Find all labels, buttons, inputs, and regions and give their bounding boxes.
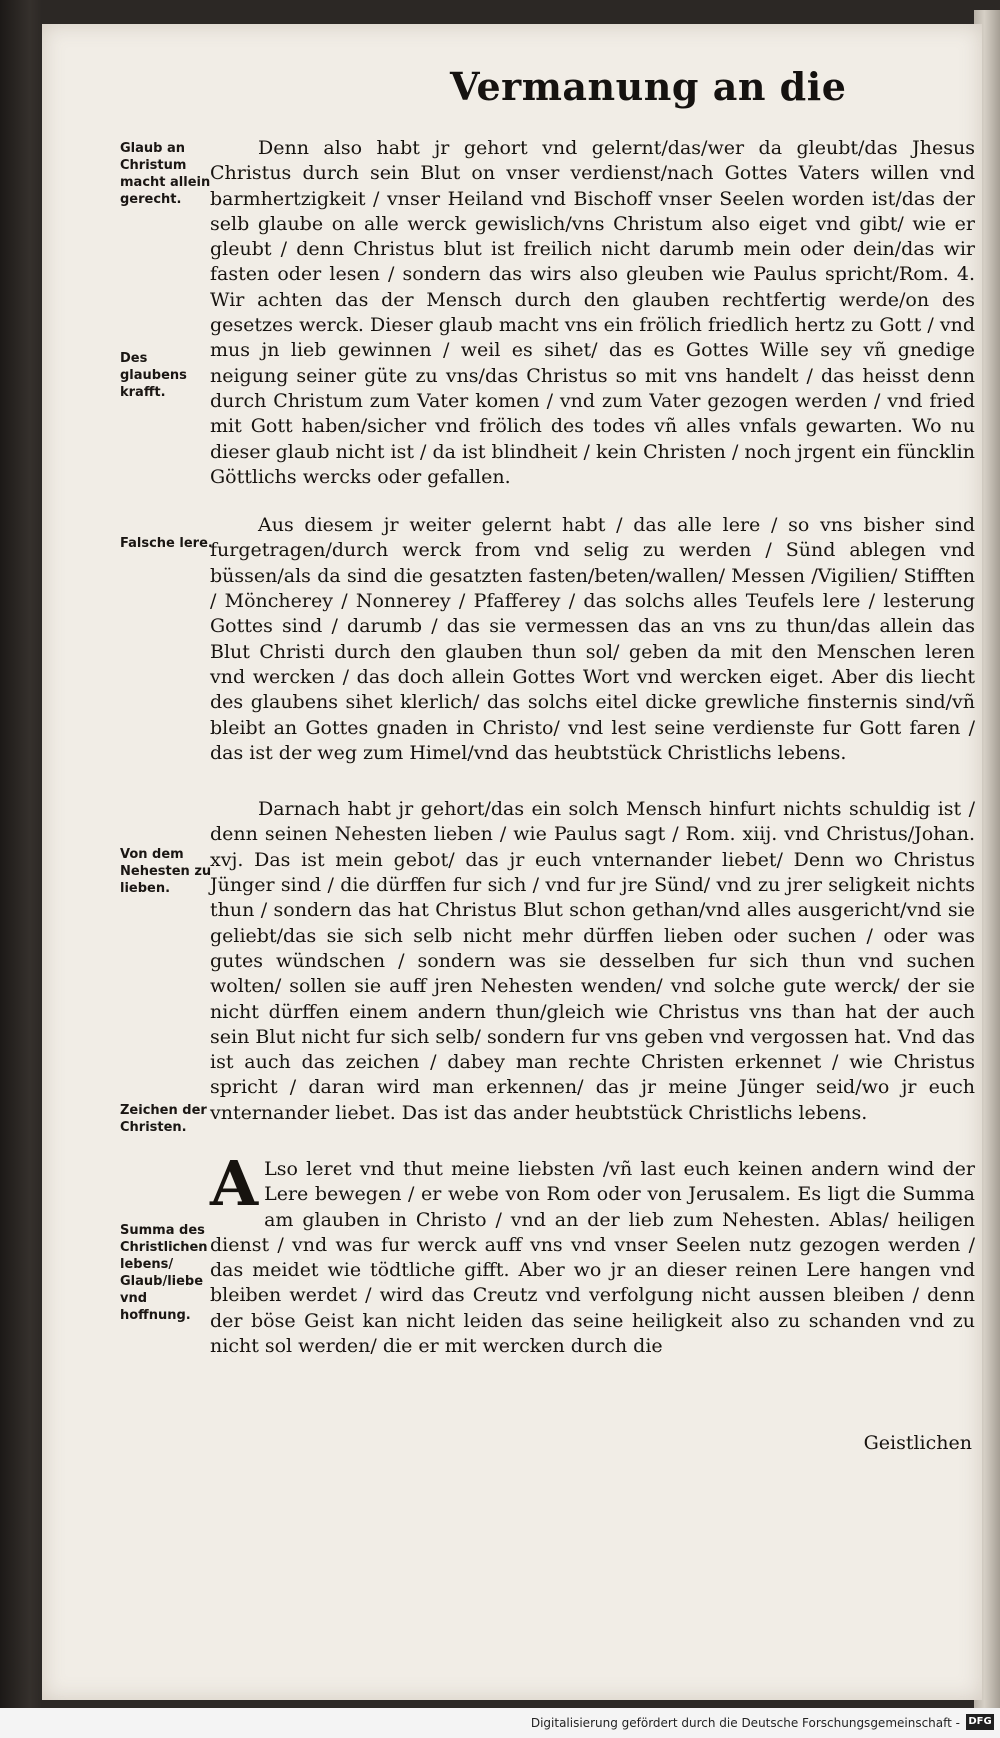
marginal-note-6: Summa des Christlichen lebens/ Glaub/liebe vnd hoffnung.: [120, 1223, 208, 1323]
catchword: Geistlichen: [863, 1432, 972, 1454]
paragraph-2: Aus diesem jr weiter gelernt habt / das alle lere / so vns bisher sind furgetragen/durch werck from vnd selig zu werden / Sünd ablegen vnd büssen/als da sind die gesatzten fasten/beten/wallen/ Messen /Vigilien/ Stifften / Möncherey / Nonnerey / Pfafferey / das solchs alles Teufels lere / lesterung Gottes sind / darumb / das sie vermessen das an vns zu thun/das allein das Blut Christi durch den glauben thun sol/ geben da mit den Menschen leren vnd wercken / das doch allein Gottes Wort vnd wercken eiget. Aber dis liecht des glaubens sihet klerlich/ das solchs eitel dicke grewliche finsternis sind/vñ bleibt an Gottes gnaden in Christo/ vnd lest seine verdienste fur Gott faren / das ist der weg zum Himel/vnd das heubtstück Christlichs lebens.: [210, 514, 975, 764]
paragraph-3: Darnach habt jr gehort/das ein solch Mensch hinfurt nichts schuldig ist / denn seinen Nehesten lieben / wie Paulus sagt / Rom. xiij. vnd Christus/Johan. xvj. Das ist mein gebot/ das jr euch vnternander liebet/ Denn wo Christus Jünger sind / die dürffen fur sich / vnd fur jre Sünd/ vnd zu jrer seligkeit nichts thun / sondern das hat Christus Blut schon gethan/vnd alles ausgericht/vnd sie geliebt/das sie sich selb nicht mehr dürffen lieben oder suchen / oder was gutes wündschen / sondern was sie desselben fur sich thun vnd suchen wolten/ sollen sie auff jren Nehesten wenden/ vnd solche gute werck/ der sie nicht dürffen einem andern thun/gleich wie Christus vns than hat der auch sein Blut nicht fur sich selb/ sondern fur vns geben vnd vergossen hat. Vnd das ist auch das zeichen / dabey man rechte Christen erkennet / wie Christus spricht / daran wird man erkennen/ das jr meine Jünger seid/wo jr euch vnternander liebet. Das ist das ander heubtstück Christlichs lebens.: [210, 798, 975, 1124]
footer-credit: Digitalisierung gefördert durch die Deutsche Forschungsgemeinschaft -: [530, 1716, 960, 1730]
running-head: Vermanung an die: [450, 64, 847, 109]
drop-cap-initial: A: [210, 1146, 259, 1220]
marginal-note-4: Von dem Nehesten zu lieben.: [120, 847, 212, 896]
marginal-note-2: Des glaubens krafft.: [120, 351, 187, 400]
footer-bar: [0, 1708, 1000, 1738]
marginal-note-5: Zeichen der Christen.: [120, 1103, 207, 1135]
dfg-logo: DFG: [966, 1714, 994, 1730]
marginal-note-3: Falsche lere.: [120, 536, 213, 551]
paragraph-4: [210, 1146, 975, 1359]
marginal-note-1: Glaub an Christum macht allein gerecht.: [120, 141, 211, 207]
body-text: [210, 136, 975, 1359]
paragraph-4-text: Lso leret vnd thut meine liebsten /vñ last euch keinen andern wind der Lere bewegen / er webe von Rom oder von Jerusalem. Es ligt die Summa am glauben in Christo / vnd an der lieb zum Nehesten. Ablas/ heiligen dienst / vnd was fur werck auff vns vnd vnser Seelen nutz gezogen werden / das meidet wie tödtliche gifft. Aber wo jr an dieser reinen Lere hangen vnd bleiben werdet / wird das Creutz vnd verfolgung nicht aussen bleiben / denn der böse Geist kan nicht leiden das seine heiligkeit also zu schanden vnd zu nicht sol werden/ die er mit wercken durch die: [210, 1157, 975, 1358]
paragraph-1: Denn also habt jr gehort vnd gelernt/das/wer da gleubt/das Jhesus Christus durch sein Blut on vnser verdienst/nach Gottes Vaters willen vnd barmhertzigkeit / vnser Heiland vnd Bischoff vnser Seelen worden ist/das der selb glaube on alle werck gewislich/vns Christum also eiget vnd gibt/ wie er gleubt / denn Christus blut ist freilich nicht darumb mein oder dein/das wir fasten oder lesen / sondern das wirs also gleuben wie Paulus spricht/Rom. 4. Wir achten das der Mensch durch den glauben rechtfertig werde/on des gesetzes werck. Dieser glaub macht vns ein frölich friedlich hertz zu Gott / vnd mus jn lieb gewinnen / weil es sihet/ das es Gottes Wille sey vñ gnedige neigung seiner güte zu vns/das Christus so mit vns handelt / das heisst denn durch Christum zum Vater komen / vnd zum Vater gezogen werden / vnd fried mit Gott haben/sicher vnd frölich des todes vñ alles vnfals gewarten. Wo nu dieser glaub nicht ist / da ist blindheit / kein Christen / noch jrgent ein füncklin Göttlichs wercks oder gefallen.: [210, 137, 975, 488]
